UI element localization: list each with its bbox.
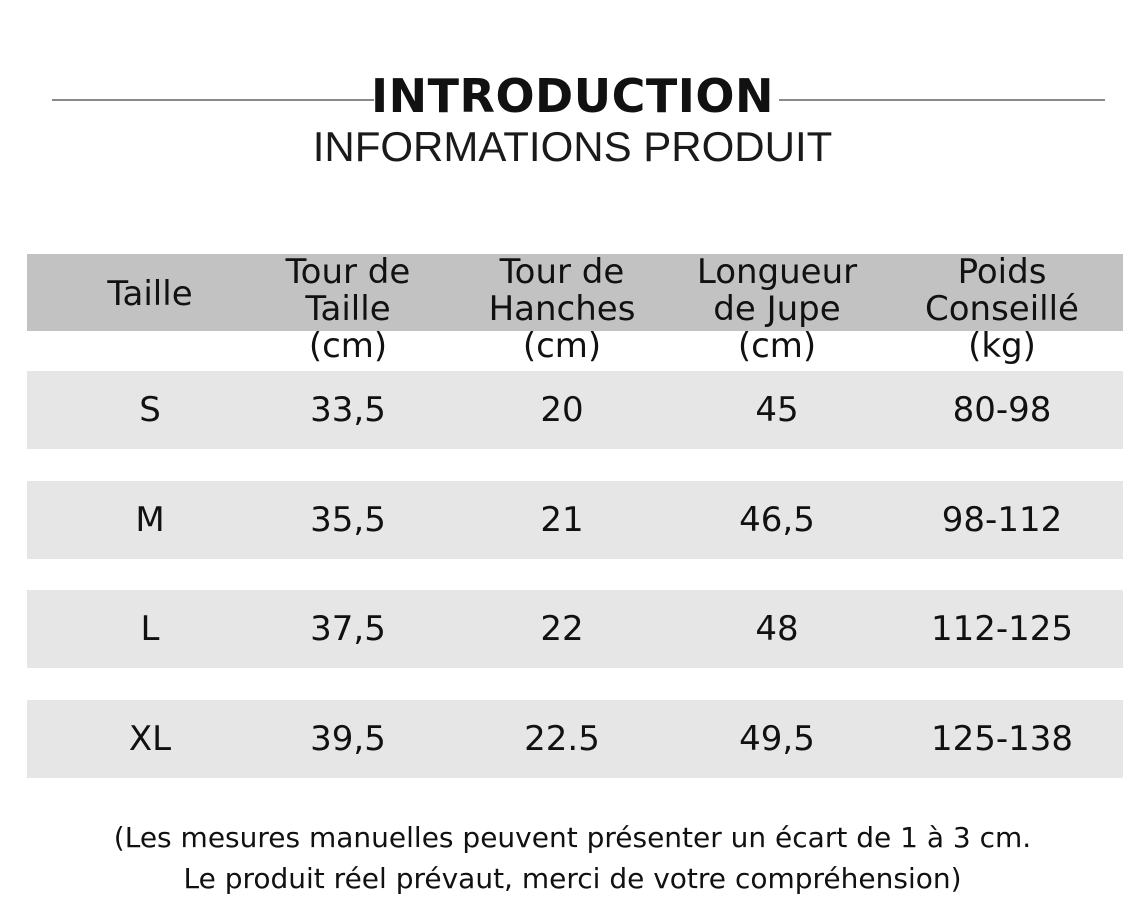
- disclaimer-line-1: (Les mesures manuelles peuvent présenter un écart de 1 à 3 cm.: [113, 821, 1032, 854]
- table-cell-size: XL: [128, 719, 172, 759]
- header-line: Tour de: [499, 252, 625, 292]
- table-cell-waist: 39,5: [310, 719, 386, 759]
- table-cell-skirt-length: 46,5: [739, 500, 815, 540]
- table-cell-weight: 80-98: [952, 390, 1052, 430]
- table-cell-waist: 35,5: [310, 500, 386, 540]
- header-line: Conseillé: [925, 289, 1079, 329]
- header-weight: [902, 254, 1102, 365]
- header-line: Poids: [957, 252, 1047, 292]
- table-cell-weight: 112-125: [930, 609, 1074, 649]
- header-line: Longueur: [696, 252, 858, 292]
- table-cell-skirt-length: 49,5: [739, 719, 815, 759]
- table-cell-weight: 125-138: [930, 719, 1074, 759]
- header-line: Tour de: [285, 252, 411, 292]
- table-cell-hips: 20: [540, 390, 584, 430]
- header-unit: (cm): [308, 326, 388, 366]
- header-line: Taille: [305, 289, 391, 329]
- table-cell-skirt-length: 45: [755, 390, 799, 430]
- header-skirt-length: [677, 254, 877, 365]
- table-cell-hips: 22: [540, 609, 584, 649]
- page-subtitle: INFORMATIONS PRODUIT: [312, 123, 833, 170]
- page-title: INTRODUCTION: [371, 69, 774, 123]
- header-size: [50, 276, 250, 313]
- header-unit: (kg): [968, 326, 1036, 366]
- table-cell-size: S: [139, 390, 161, 430]
- header-line: Hanches: [488, 289, 636, 329]
- header-unit: (cm): [522, 326, 602, 366]
- disclaimer-line-2: Le produit réel prévaut, merci de votre compréhension): [183, 862, 962, 895]
- header-size-label: Taille: [107, 274, 193, 314]
- table-cell-waist: 37,5: [310, 609, 386, 649]
- header-hips: [462, 254, 662, 365]
- table-cell-weight: 98-112: [941, 500, 1063, 540]
- header-line: de Jupe: [713, 289, 841, 329]
- header-waist: [248, 254, 448, 365]
- table-cell-size: L: [140, 609, 160, 649]
- header-unit: (cm): [737, 326, 817, 366]
- table-cell-size: M: [135, 500, 165, 540]
- table-cell-waist: 33,5: [310, 390, 386, 430]
- table-cell-hips: 21: [540, 500, 584, 540]
- table-cell-hips: 22.5: [524, 719, 600, 759]
- table-cell-skirt-length: 48: [755, 609, 799, 649]
